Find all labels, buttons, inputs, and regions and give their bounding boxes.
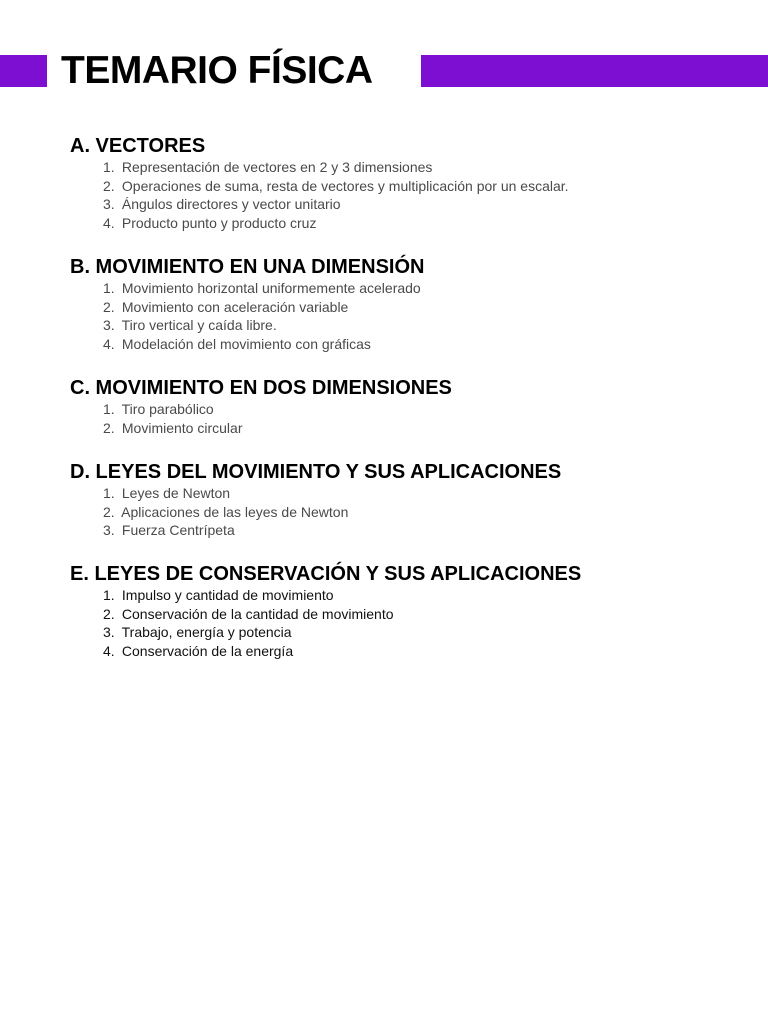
item-text: Movimiento con aceleración variable (121, 298, 349, 315)
item-number: 4. (103, 336, 115, 353)
item-text: Impulso y cantidad de movimiento (121, 587, 334, 603)
list-item (70, 586, 581, 605)
accent-bar-right (421, 55, 768, 87)
list-item (70, 298, 424, 317)
accent-bar-left (0, 55, 47, 87)
item-text: Trabajo, energía y potencia (121, 624, 292, 641)
section-heading: A. VECTORES (70, 135, 206, 157)
section-movimiento-una-dimension (70, 255, 424, 354)
item-number: 1. (103, 587, 115, 603)
item-text: Tiro vertical y caída libre. (121, 317, 277, 334)
list-item (70, 335, 424, 354)
item-number: 2. (103, 177, 115, 194)
item-number: 3. (103, 522, 115, 539)
item-text: Aplicaciones de las leyes de Newton (121, 503, 349, 520)
section-heading: B. MOVIMIENTO EN UNA DIMENSIÓN (70, 256, 425, 278)
section-movimiento-dos-dimensiones (70, 376, 452, 437)
item-text: Conservación de la cantidad de movimiento (121, 605, 394, 622)
list-item (70, 214, 569, 233)
item-number: 4. (103, 215, 115, 232)
section-leyes-movimiento (70, 460, 561, 540)
item-text: Movimiento horizontal uniformemente acelerado (121, 280, 421, 296)
item-text: Movimiento circular (121, 419, 243, 436)
section-vectores (70, 134, 569, 233)
item-text: Tiro parabólico (121, 401, 214, 417)
list-item (70, 642, 581, 661)
topic-list (70, 279, 424, 354)
list-item (70, 400, 452, 419)
item-number: 2. (103, 419, 115, 436)
item-text: Operaciones de suma, resta de vectores y multiplicación por un escalar. (121, 177, 569, 194)
list-item (70, 623, 581, 642)
page-title: TEMARIO FÍSICA (61, 49, 373, 92)
item-text: Fuerza Centrípeta (121, 522, 235, 539)
item-text: Ángulos directores y vector unitario (121, 196, 341, 213)
list-item (70, 279, 424, 298)
item-number: 2. (103, 503, 115, 520)
item-number: 1. (103, 159, 115, 175)
item-text: Representación de vectores en 2 y 3 dimensiones (121, 159, 433, 175)
topic-list (70, 400, 452, 437)
item-number: 2. (103, 298, 115, 315)
item-number: 3. (103, 196, 115, 213)
list-item (70, 521, 561, 540)
section-heading: C. MOVIMIENTO EN DOS DIMENSIONES (70, 377, 452, 399)
list-item (70, 503, 561, 522)
list-item (70, 177, 569, 196)
item-text: Leyes de Newton (121, 485, 231, 501)
list-item (70, 316, 424, 335)
item-number: 1. (103, 401, 115, 417)
list-item (70, 195, 569, 214)
item-number: 3. (103, 317, 115, 334)
item-text: Producto punto y producto cruz (121, 215, 317, 232)
item-number: 4. (103, 643, 115, 660)
list-item (70, 419, 452, 438)
title-banner (0, 48, 768, 94)
item-number: 1. (103, 280, 115, 296)
section-heading: D. LEYES DEL MOVIMIENTO Y SUS APLICACIONES (70, 461, 562, 483)
item-number: 2. (103, 605, 115, 622)
list-item (70, 484, 561, 503)
topic-list (70, 484, 561, 540)
list-item (70, 158, 569, 177)
item-number: 3. (103, 624, 115, 641)
item-text: Modelación del movimiento con gráficas (121, 336, 371, 353)
topic-list (70, 586, 581, 661)
topic-list (70, 158, 569, 233)
list-item (70, 605, 581, 624)
section-heading: E. LEYES DE CONSERVACIÓN Y SUS APLICACIONES (70, 563, 582, 585)
section-leyes-conservacion (70, 562, 581, 661)
item-text: Conservación de la energía (121, 643, 294, 660)
item-number: 1. (103, 485, 115, 501)
